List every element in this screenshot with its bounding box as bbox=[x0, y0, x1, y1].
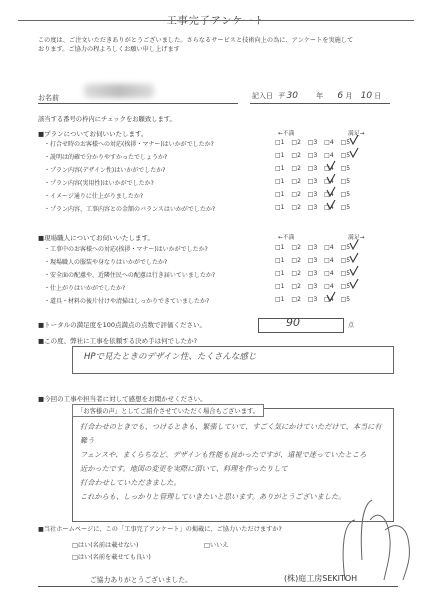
scale-low-label: ←不満 bbox=[278, 235, 295, 241]
voice-heading: ■今回の工事や担当者に対して感想をお聞かせください。 bbox=[38, 395, 207, 403]
check-mark bbox=[350, 240, 358, 249]
score-heading: ■トータルの満足度を100点満点の点数で評価ください。 bbox=[38, 321, 207, 329]
consent-option-no[interactable]: □いいえ bbox=[204, 542, 229, 549]
voice-answer-line: 打合わせのときでも、つけるときも、緊張していて、すごく気にかけていただけて、本当に有難う bbox=[80, 422, 382, 445]
date-field bbox=[252, 91, 381, 101]
decision-answer: HPで見たときのデザイン性、たくさんな感じ bbox=[84, 352, 257, 362]
plan-question: ・プラン内容(実用性)はいかがでしたか? bbox=[44, 180, 154, 187]
plan-question: ・プラン内容(デザイン性)はいかがでしたか? bbox=[44, 167, 166, 174]
craftsman-rating-options[interactable]: □1 □2 □3 □4 □5 bbox=[275, 296, 351, 303]
date-year-suffix: 年 bbox=[316, 92, 324, 100]
score-value: 90 bbox=[286, 316, 300, 329]
consent-option-yes-anonymous[interactable]: □はい(名前は載せない) bbox=[72, 542, 139, 549]
scale-high-label: 満足→ bbox=[348, 235, 365, 241]
craftsman-question: ・工事中のお客様への対応(挨拶・マナー)はいかがでしたか? bbox=[44, 246, 208, 253]
name-underline bbox=[38, 103, 238, 104]
plan-rating-options[interactable]: □1 □2 □3 □4 □5 bbox=[275, 204, 351, 211]
name-label: お名前 bbox=[38, 94, 59, 102]
plan-question: ・プラン内容、工事内容との金額のバランスはいかがでしたか? bbox=[44, 206, 216, 213]
plan-question: ・イメージ通りに仕上がりましたか? bbox=[44, 193, 144, 200]
date-day-suffix: 日 bbox=[374, 92, 382, 100]
footer-divider bbox=[38, 586, 398, 587]
redacted-name bbox=[84, 84, 154, 98]
footer-thanks: ご協力ありがとうございました。 bbox=[90, 576, 192, 584]
section-plan-heading: ■プランについてお伺いいたします。 bbox=[38, 130, 148, 138]
plan-rating-options[interactable]: □1 □2 □3 □4 □5 bbox=[275, 152, 351, 159]
craftsman-question: ・仕上がりはいかがでしたか? bbox=[44, 285, 126, 292]
craftsman-question: ・現場職人の服装や身なりはいかがでしたか? bbox=[44, 259, 168, 266]
survey-title: 工事完了アンケート bbox=[166, 16, 266, 27]
plan-rating-options[interactable]: □1 □2 □3 □4 □5 bbox=[275, 178, 351, 185]
date-year: 30 bbox=[286, 91, 298, 101]
voice-answer-line: フェンスや、まくらちなど、デザインも性能も良かったですが、遠視で迷っていたところ bbox=[80, 450, 367, 459]
craftsman-question: ・道具・材料の後片付けや清掃はしっかりできていましたか? bbox=[44, 298, 210, 305]
voice-answer-line: これからも、しっかりと管理していきたいと思います。ありがとうございました。 bbox=[80, 492, 346, 501]
section-craftsman-heading: ■現場職人についてお伺いいたします。 bbox=[38, 234, 154, 242]
voice-answer bbox=[80, 420, 385, 504]
craftsman-question: ・安全面の配慮や、近隣住民への配慮は行き届いていましたか? bbox=[44, 272, 216, 279]
check-mark bbox=[350, 279, 358, 288]
consent-option-yes-named[interactable]: □はい(名前を載せても良い) bbox=[72, 554, 151, 561]
craftsman-rating-options[interactable]: □1 □2 □3 □4 □5 bbox=[275, 257, 351, 264]
plan-question: ・説明は的確で分かりやすかったでしょうか? bbox=[44, 154, 168, 161]
date-month-suffix: 月 bbox=[345, 92, 353, 100]
scale-high-label: 満足→ bbox=[348, 131, 365, 137]
check-mark bbox=[350, 253, 358, 262]
craftsman-rating-options[interactable]: □1 □2 □3 □4 □5 bbox=[275, 244, 351, 251]
craftsman-rating-options[interactable]: □1 □2 □3 □4 □5 bbox=[275, 283, 351, 290]
consent-heading: ■当社ホームページに、この「工事完了アンケート」の掲載に、ご協力いただけますか? bbox=[38, 526, 282, 533]
intro-line: この度は、ご注文いただきありがとうございました。さらなるサービスと技術向上の為に、アンケートを実施して bbox=[38, 37, 354, 44]
check-mark bbox=[350, 266, 358, 275]
date-day: 10 bbox=[360, 91, 373, 101]
date-month: 6 bbox=[337, 91, 344, 101]
company-name: (株)庭工房SEKITOH bbox=[284, 574, 358, 583]
plan-rating-options[interactable]: □1 □2 □3 □4 □5 bbox=[275, 191, 351, 198]
date-entry-label: 記入日 bbox=[252, 92, 273, 100]
date-underline bbox=[250, 103, 390, 104]
voice-answer-line: 近かったです。地図の変更を実際に頂いて、料理を作ったりして bbox=[80, 464, 288, 473]
scale-low-label: ←不満 bbox=[278, 131, 295, 137]
voice-answer-line: 打合わせしていただきました。 bbox=[80, 478, 181, 487]
craftsman-rating-options[interactable]: □1 □2 □3 □4 □5 bbox=[275, 270, 351, 277]
score-input-box[interactable] bbox=[258, 318, 344, 333]
check-mark bbox=[350, 148, 358, 157]
intro-text bbox=[38, 36, 398, 54]
plan-question: ・打合せ時のお客様への対応(挨拶・マナー)はいかがでしたか? bbox=[44, 141, 214, 148]
voice-note-label: 「お客様の声」としてご紹介させていただく場合もございます。 bbox=[72, 404, 264, 417]
instruction-text: 該当する番号の枠内にチェックをお願致します。 bbox=[38, 116, 176, 123]
plan-rating-options[interactable]: □1 □2 □3 □4 □5 bbox=[275, 165, 351, 172]
score-unit: 点 bbox=[348, 322, 355, 329]
plan-rating-options[interactable]: □1 □2 □3 □4 □5 bbox=[275, 139, 351, 146]
decision-heading: ■この度、弊社に工事を依頼する決め手は何でしたか? bbox=[38, 337, 198, 345]
date-year-prefix: 平 bbox=[277, 92, 285, 100]
intro-line: おります。ご協力の程よろしくお願い申し上げます bbox=[38, 46, 180, 53]
title-divider bbox=[18, 20, 414, 21]
